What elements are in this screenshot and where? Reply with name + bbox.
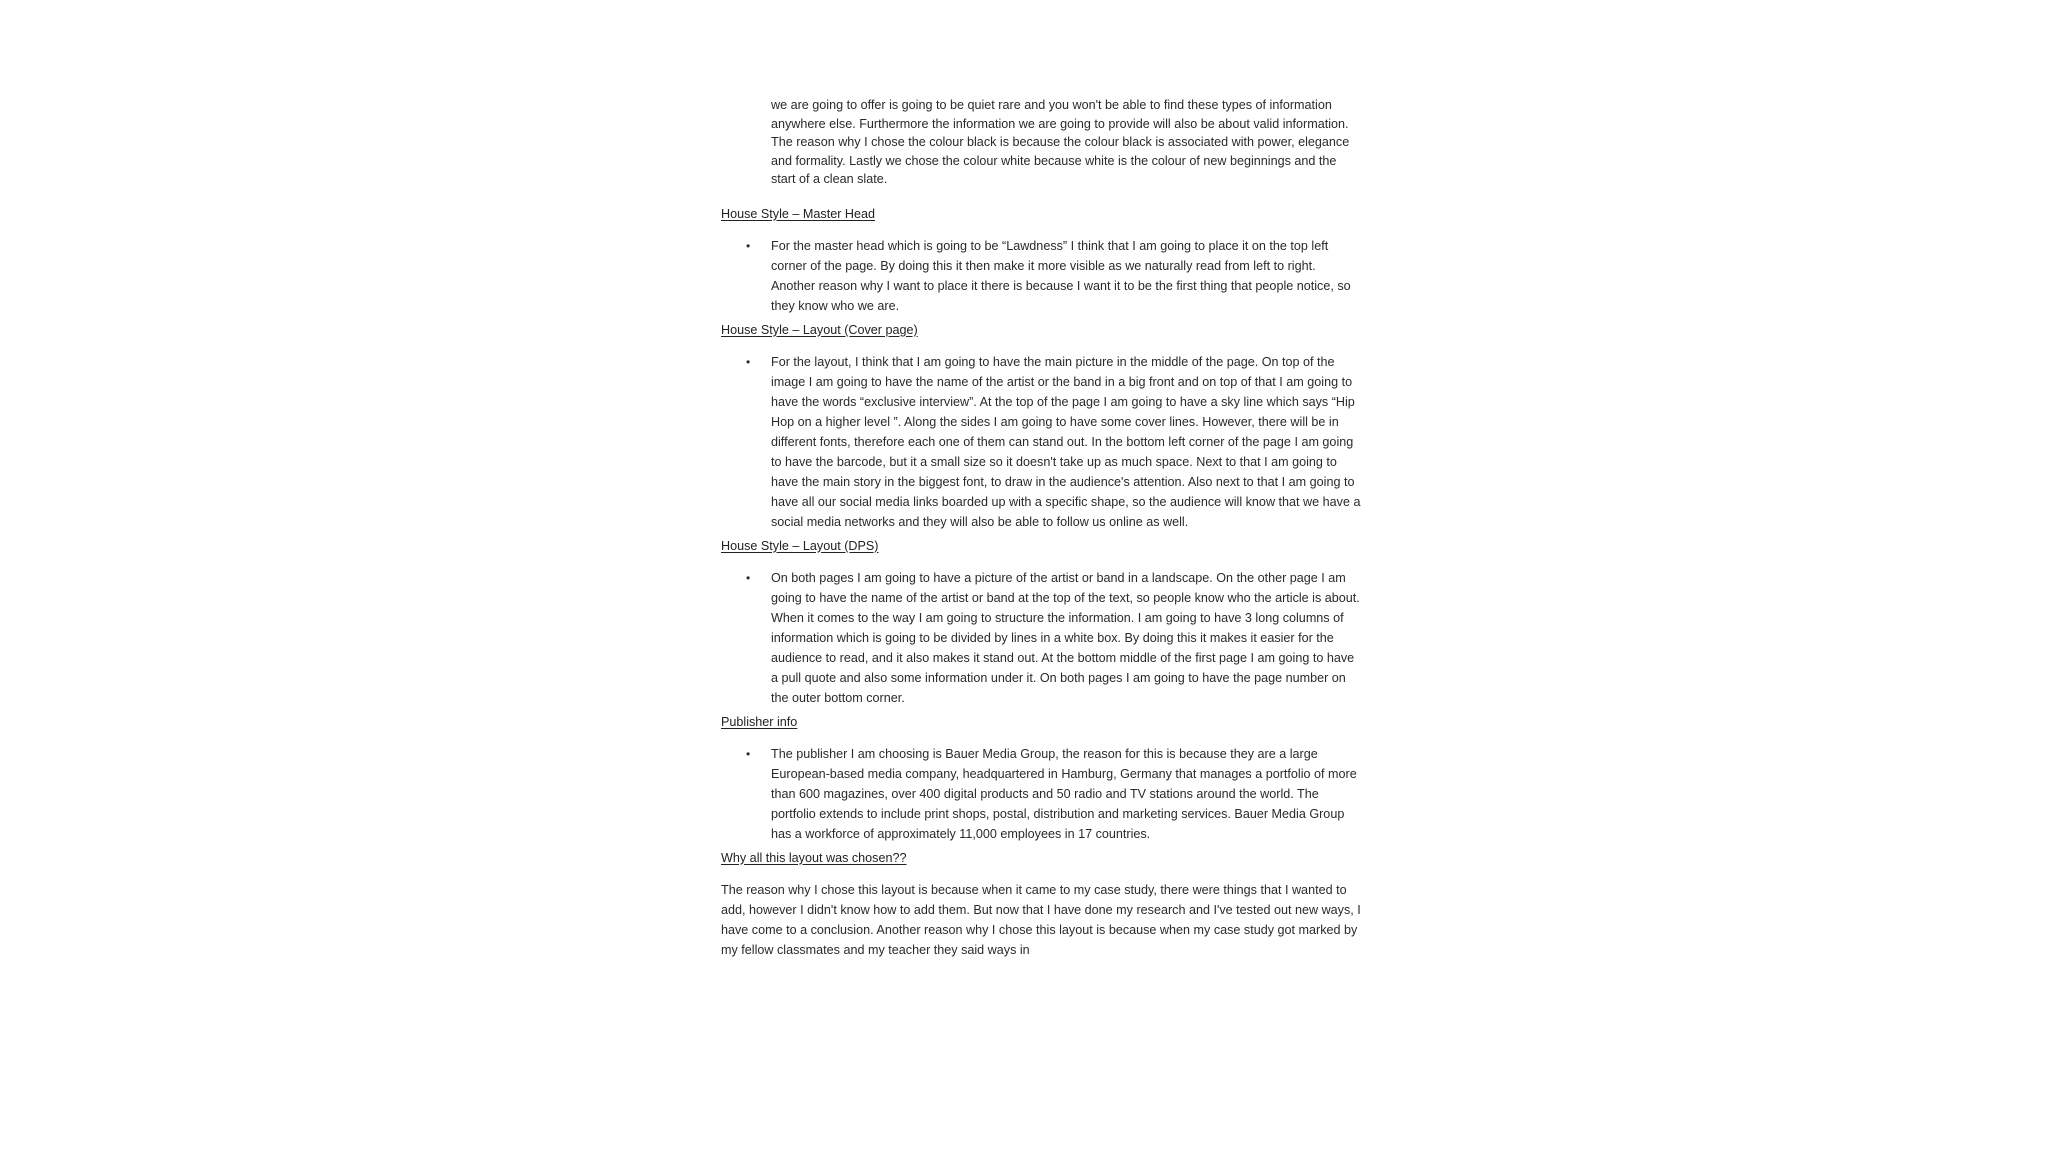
bullet-icon: • [746,238,751,253]
closing-paragraph: The reason why I chose this layout is because when it came to my case study, there were things that I wanted to add, however I didn't know how to add them. But now that I have done my research and I've tested out new ways, I have come to a conclusion. Another reason why I chose this layout is because when my case study got marked by my fellow classmates and my teacher they said ways in [721,882,1361,957]
list-item-text: The publisher I am choosing is Bauer Media Group, the reason for this is because they are a large European-based media company, headquartered in Hamburg, Germany that manages a portfolio of more than 600 magazines, over 400 digital products and 50 radio and TV stations around the world. The portfolio extends to include print shops, postal, distribution and marketing services. Bauer Media Group has a workforce of approximately 11,000 employees in 17 countries. [771,746,1357,841]
section-heading: Publisher info [721,714,798,729]
bullet-list [721,236,1361,316]
section-heading: Why all this layout was chosen?? [721,850,907,865]
list-item-text: On both pages I am going to have a picture of the artist or band in a landscape. On the other page I am going to have the name of the artist or band at the top of the text, so people know who the article is about. When it comes to the way I am going to structure the information. I am going to have 3 long columns of information which is going to be divided by lines in a white box. By doing this it makes it easier for the audience to read, and it also makes it stand out. At the bottom middle of the first page I am going to have a pull quote and also some information under it. On both pages I am going to have the page number on the outer bottom corner. [771,570,1360,705]
bullet-icon: • [746,746,751,761]
bullet-icon: • [746,570,751,585]
section-heading: House Style – Layout (Cover page) [721,322,918,337]
section-layout-dps [721,536,1361,708]
section-master-head [721,204,1361,316]
section-why-layout [721,848,1361,960]
list-item [721,352,1361,532]
list-item [721,236,1361,316]
list-item-text: For the layout, I think that I am going to have the main picture in the middle of the page. On top of the image I am going to have the name of the artist or the band in a big front and on top of that I am going to have the words “exclusive interview”. At the top of the page I am going to have a sky line which says “Hip Hop on a higher level ”. Along the sides I am going to have some cover lines. However, there will be in different fonts, therefore each one of them can stand out. In the bottom left corner of the page I am going to have the barcode, but it a small size so it doesn't take up as much space. Next to that I am going to have the main story in the biggest font, to draw in the audience's attention. Also next to that I am going to have all our social media links boarded up with a specific shape, so the audience will know that we have a social media networks and they will also be able to follow us online as well. [771,354,1361,529]
section-layout-cover [721,320,1361,532]
document-page [721,96,1361,960]
bullet-list [721,352,1361,532]
bullet-list [721,744,1361,844]
bullet-list [721,568,1361,708]
list-item-text: For the master head which is going to be “Lawdness” I think that I am going to place it on the top left corner of the page. By doing this it then make it more visible as we naturally read from left to right. Another reason why I want to place it there is because I want it to be the first thing that people notice, so they know who we are. [771,238,1351,313]
section-heading: House Style – Layout (DPS) [721,538,879,553]
bullet-icon: • [746,354,751,369]
list-item [721,744,1361,844]
list-item [721,568,1361,708]
section-publisher-info [721,712,1361,844]
section-heading: House Style – Master Head [721,206,875,221]
intro-paragraph: we are going to offer is going to be quiet rare and you won't be able to find these types of information anywhere else. Furthermore the information we are going to provide will also be about valid information. The reason why I chose the colour black is because the colour black is associated with power, elegance and formality. Lastly we chose the colour white because white is the colour of new beginnings and the start of a clean slate. [771,98,1350,186]
